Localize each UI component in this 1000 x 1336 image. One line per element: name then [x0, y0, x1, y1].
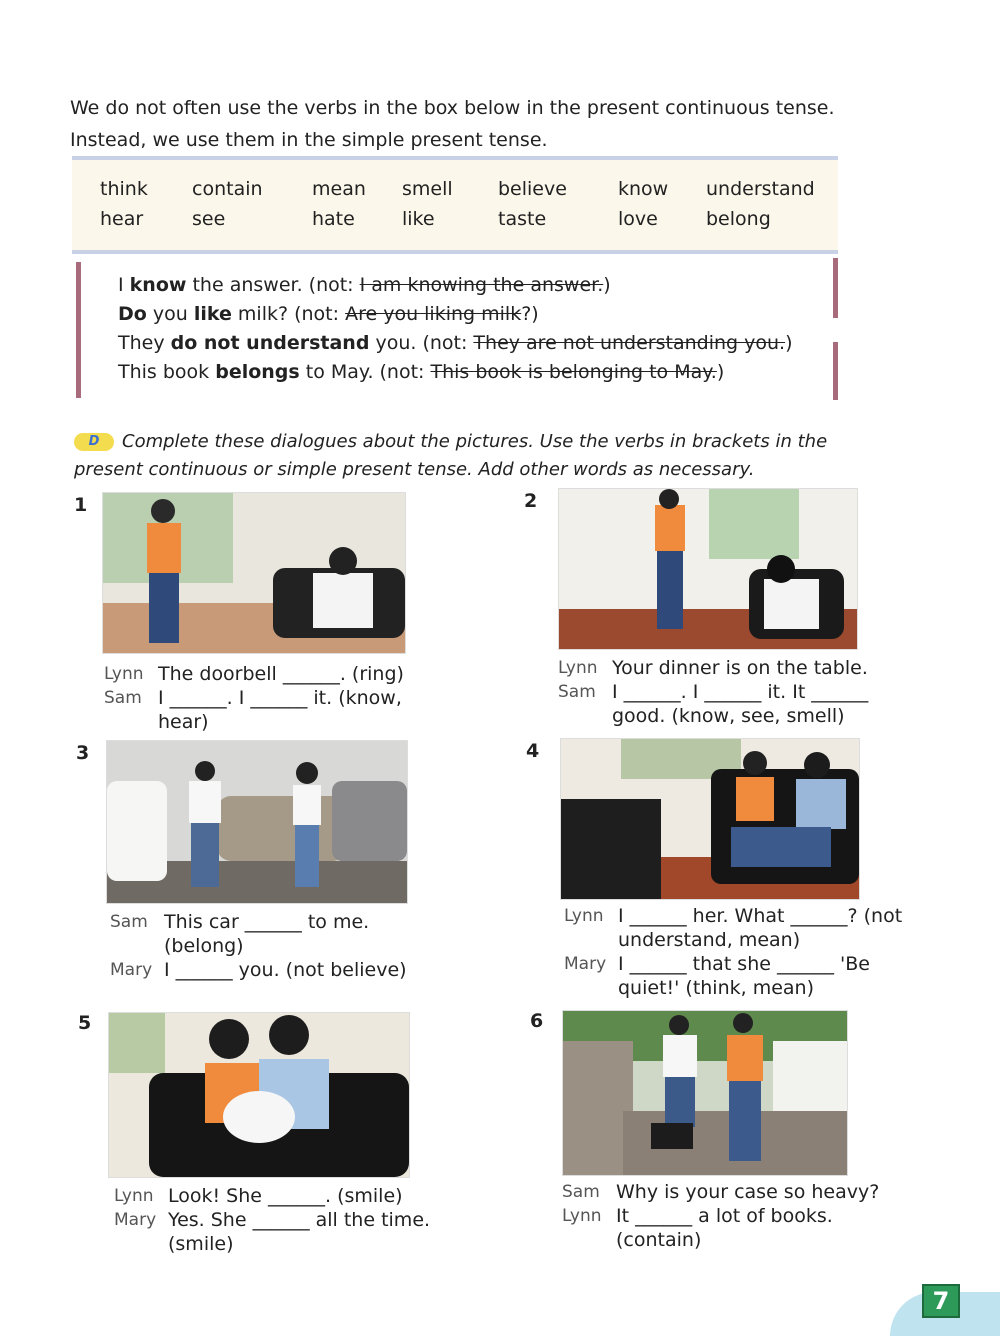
speaker-name: Sam: [558, 682, 596, 702]
exercise-instruction: D Complete these dialogues about the pictures. Use the verbs in brackets in the present continuous or simple present tense. Add other words as necessary.: [74, 431, 828, 480]
dialogue-line: I ______ that she ______ 'Be quiet!' (think, mean): [618, 953, 870, 999]
exercise-number: 5: [78, 1012, 92, 1034]
exercise-photo: [560, 738, 860, 900]
decorative-bar: [833, 258, 838, 318]
dialogue-line: It ______ a lot of books. (contain): [616, 1205, 833, 1251]
verb-word: mean: [312, 178, 366, 200]
dialogue: [114, 1184, 464, 1256]
verb-word: contain: [192, 178, 263, 200]
example-box: [76, 258, 838, 400]
example-sentence: I know the answer. (not: I am knowing the answer.): [118, 274, 611, 296]
dialogue-line: I ______. I ______ it. (know, hear): [158, 687, 402, 733]
verb-word: taste: [498, 208, 547, 230]
verb-word: think: [100, 178, 148, 200]
speaker-name: Sam: [110, 912, 148, 932]
speaker-name: Sam: [562, 1182, 600, 1202]
exercise-photo: [108, 1012, 410, 1178]
example-sentence: Do you like milk? (not: Are you liking milk?): [118, 303, 539, 325]
exercise-photo: [562, 1010, 848, 1176]
exercise-photo: [102, 492, 406, 654]
verb-word: belong: [706, 208, 771, 230]
dialogue-line: I ______ you. (not believe): [164, 959, 407, 981]
dialogue: [110, 910, 450, 982]
dialogue-line: This car ______ to me. (belong): [164, 911, 370, 957]
verb-word: hear: [100, 208, 144, 230]
dialogue: [564, 904, 914, 1000]
decorative-bar: [833, 342, 838, 400]
example-sentence: They do not understand you. (not: They are not understanding you.): [118, 332, 793, 354]
verb-word: love: [618, 208, 658, 230]
exercise-photo: [106, 740, 408, 904]
verb-word: believe: [498, 178, 567, 200]
speaker-name: Sam: [104, 688, 142, 708]
exercise-number: 2: [524, 490, 538, 512]
dialogue-line: I ______. I ______ it. It ______ good. (know, see, smell): [612, 681, 869, 727]
verb-word: see: [192, 208, 226, 230]
exercise-photo: [558, 488, 858, 650]
speaker-name: Mary: [114, 1210, 157, 1230]
speaker-name: Lynn: [564, 906, 604, 926]
dialogue: [562, 1180, 912, 1252]
speaker-name: Lynn: [114, 1186, 154, 1206]
dialogue-line: Look! She ______. (smile): [168, 1185, 403, 1207]
intro-text: We do not often use the verbs in the box below in the present continuous tense. Instead, we use them in the simple present tense.: [70, 97, 835, 151]
decorative-bar: [76, 262, 81, 398]
exercise-number: 1: [74, 494, 88, 516]
exercise-number: 3: [76, 742, 90, 764]
dialogue: [558, 656, 918, 728]
dialogue-line: Yes. She ______ all the time. (smile): [168, 1209, 431, 1255]
verb-box: [72, 156, 838, 254]
exercise-number: 4: [526, 740, 540, 762]
verb-word: smell: [402, 178, 453, 200]
dialogue: [104, 662, 444, 734]
exercise-number: 6: [530, 1010, 544, 1032]
exercise-tag: D: [74, 433, 114, 451]
speaker-name: Mary: [564, 954, 607, 974]
speaker-name: Lynn: [558, 658, 598, 678]
speaker-name: Mary: [110, 960, 153, 980]
verb-word: like: [402, 208, 435, 230]
verb-word: know: [618, 178, 669, 200]
speaker-name: Lynn: [562, 1206, 602, 1226]
example-sentence: This book belongs to May. (not: This book is belonging to May.): [118, 361, 725, 383]
dialogue-line: Your dinner is on the table.: [612, 657, 868, 679]
page-number: 7: [922, 1284, 960, 1318]
verb-word: hate: [312, 208, 355, 230]
dialogue-line: I ______ her. What ______? (not understand, mean): [618, 905, 903, 951]
dialogue-line: Why is your case so heavy?: [616, 1181, 880, 1203]
verb-word: understand: [706, 178, 815, 200]
speaker-name: Lynn: [104, 664, 144, 684]
dialogue-line: The doorbell ______. (ring): [158, 663, 404, 685]
